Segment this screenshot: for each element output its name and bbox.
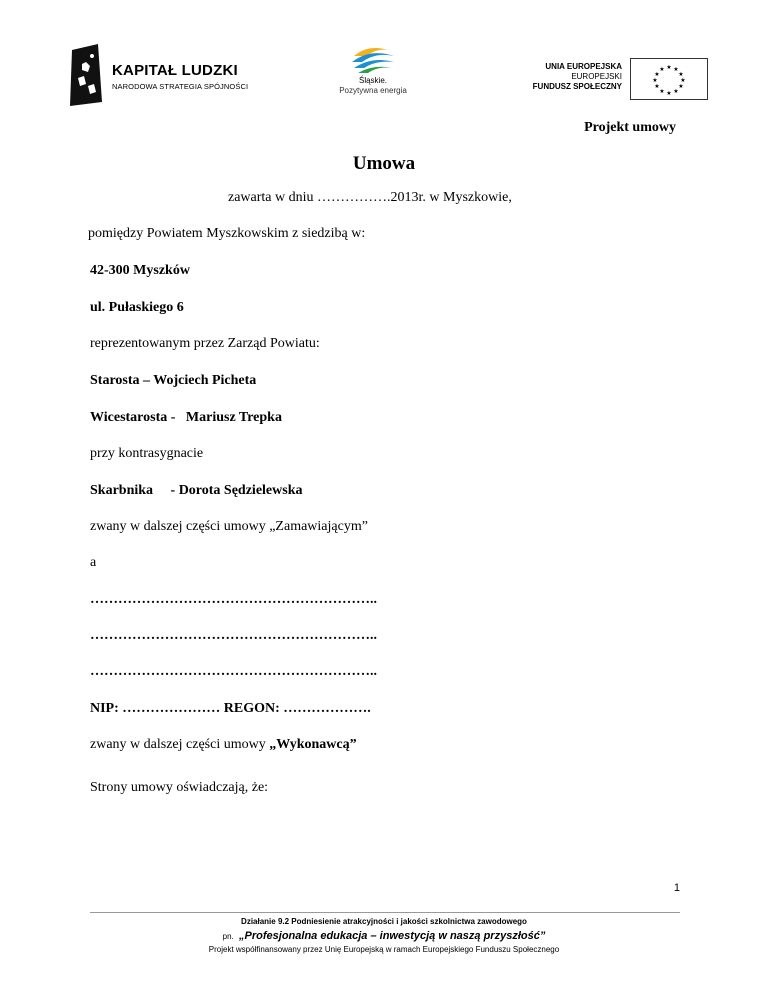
slaskie-tagline: Pozytywna energia	[339, 86, 407, 95]
parties-line: Strony umowy oświadczają, że:	[90, 780, 269, 795]
contractor-blank-1: ……………………………………………………..	[90, 592, 377, 607]
kapital-ludzki-logo	[68, 42, 249, 108]
slaskie-name: Śląskie.	[358, 76, 387, 85]
kapital-ludzki-title: KAPITAŁ LUDZKI	[112, 62, 238, 79]
svg-text:★: ★	[652, 77, 658, 84]
footer-slogan-line	[0, 930, 768, 942]
footer-pn: pn.	[222, 932, 236, 941]
countersign-line: przy kontrasygnacie	[90, 446, 204, 461]
starosta-line: Starosta – Wojciech Picheta	[90, 373, 257, 388]
footer-slogan: „Profesjonalna edukacja – inwestycją w naszą przyszłość”	[235, 930, 546, 942]
concluded-line: zawarta w dniu …………….2013r. w Myszkowie,	[228, 190, 512, 205]
kapital-ludzki-subtitle: NARODOWA STRATEGIA SPÓJNOŚCI	[112, 82, 249, 91]
svg-text:★: ★	[673, 66, 679, 73]
svg-text:★: ★	[666, 64, 672, 71]
contractor-blank-3: ……………………………………………………..	[90, 664, 377, 679]
employer-line: zwany w dalszej części umowy „Zamawiającym”	[90, 519, 368, 534]
slaskie-waves-icon	[318, 42, 428, 76]
page-title: Umowa	[352, 153, 416, 174]
project-label: Projekt umowy	[584, 120, 676, 135]
page-number: 1	[673, 882, 680, 894]
between-line: pomiędzy Powiatem Myszkowskim z siedzibą w:	[88, 226, 366, 241]
svg-text:★: ★	[678, 83, 684, 90]
svg-text:★: ★	[659, 66, 665, 73]
ue-line-3: FUNDUSZ SPOŁECZNY	[532, 82, 622, 91]
ue-line-1: UNIA EUROPEJSKA	[545, 62, 622, 71]
footer-action-line: Działanie 9.2 Podniesienie atrakcyjności i jakości szkolnictwa zawodowego	[241, 917, 527, 926]
svg-text:★: ★	[680, 77, 686, 84]
slaskie-logo	[318, 42, 428, 100]
represented-line: reprezentowanym przez Zarząd Powiatu:	[90, 336, 320, 351]
contractor-name: „Wykonawcą”	[269, 737, 357, 752]
address-street: ul. Pułaskiego 6	[90, 300, 184, 315]
ue-text-block	[500, 62, 622, 92]
contractor-line	[90, 737, 357, 753]
ue-line-2: EUROPEJSKI	[571, 72, 622, 81]
contractor-line-text: zwany w dalszej części umowy	[90, 737, 270, 752]
svg-text:★: ★	[659, 88, 665, 95]
svg-text:★: ★	[666, 90, 672, 97]
eu-flag-icon	[630, 58, 708, 100]
and-line: a	[90, 555, 97, 570]
svg-text:★: ★	[678, 71, 684, 78]
svg-text:★: ★	[673, 88, 679, 95]
address-city: 42-300 Myszków	[90, 263, 190, 278]
footer-cofinance-line: Projekt współfinansowany przez Unię Europejską w ramach Europejskiego Funduszu Społecznego	[208, 945, 560, 954]
contractor-blank-2: ……………………………………………………..	[90, 628, 377, 643]
svg-text:★: ★	[654, 71, 660, 78]
footer-divider	[90, 912, 680, 913]
skarbnik-line: Skarbnika - Dorota Sędzielewska	[90, 483, 303, 498]
kapital-ludzki-emblem-icon	[68, 42, 108, 108]
svg-text:★: ★	[654, 83, 660, 90]
wicestarosta-line: Wicestarosta - Mariusz Trepka	[90, 410, 282, 425]
nip-regon-line: NIP: ………………… REGON: ……………….	[90, 701, 371, 716]
